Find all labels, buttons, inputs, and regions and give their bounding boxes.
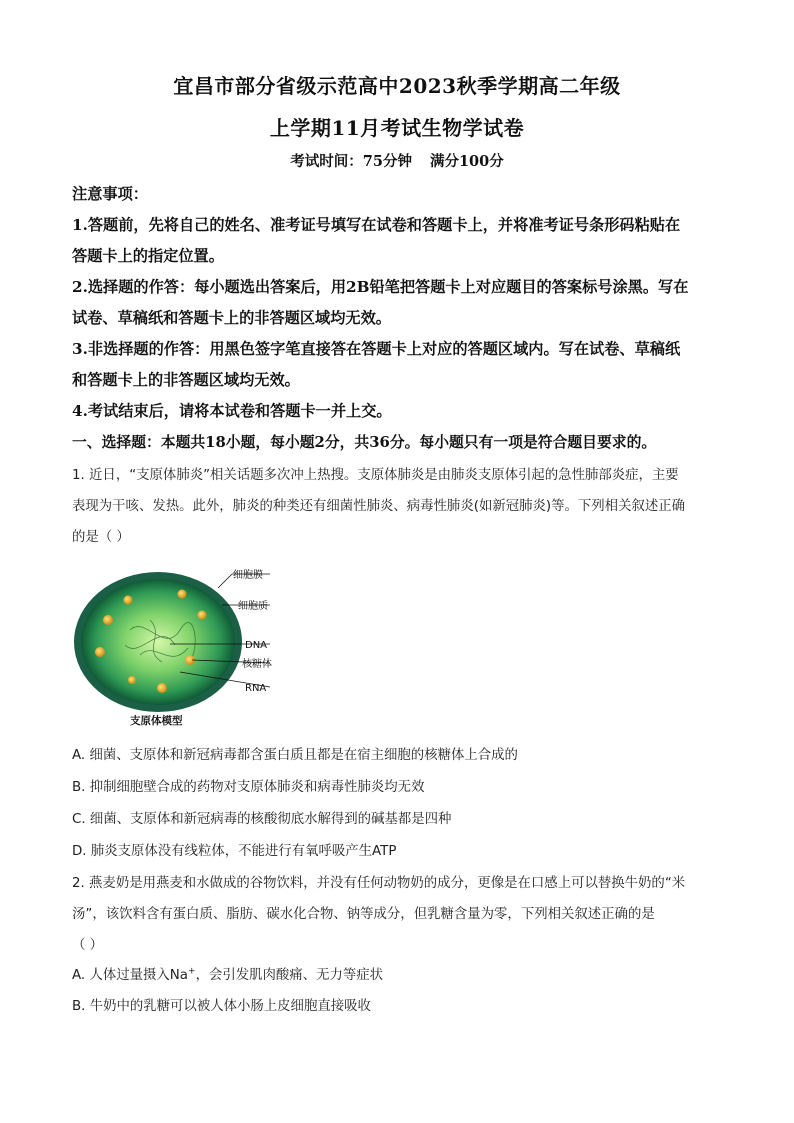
note-line: 3.非选择题的作答：用黑色签字笔直接答在答题卡上对应的答题区域内。写在试卷、草稿纸 [72,340,681,358]
note-line: 试卷、草稿纸和答题卡上的非答题区域均无效。 [72,309,391,327]
question-1-option-a: A. 细菌、支原体和新冠病毒都含蛋白质且都是在宿主细胞的核糖体上合成的 [72,748,518,763]
label-dna: DNA [245,640,268,651]
question-1-stem: 1. 近日，“支原体肺炎”相关话题多次冲上热搜。支原体肺炎是由肺炎支原体引起的急性肺部炎症，主要 [72,468,679,483]
question-1-option-d: D. 肺炎支原体没有线粒体，不能进行有氧呼吸产生ATP [72,844,397,859]
note-line: 和答题卡上的非答题区域均无效。 [72,371,300,389]
note-line: 4.考试结束后，请将本试卷和答题卡一并上交。 [72,402,392,420]
mycoplasma-model-figure [70,560,330,730]
section-heading: 一、选择题：本题共18小题，每小题2分，共36分。每小题只有一项是符合题目要求的。 [72,434,657,451]
note-line: 2.选择题的作答：每小题选出答案后，用2B铅笔把答题卡上对应题目的答案标号涂黑。写在 [72,278,689,296]
full-score: 满分100分 [429,153,504,170]
exam-meta [0,150,794,171]
note-line: 答题卡上的指定位置。 [72,247,224,265]
figure-caption: 支原体模型 [130,715,183,727]
label-cytoplasm: 细胞质 [238,601,268,612]
question-2-option-b: B. 牛奶中的乳糖可以被人体小肠上皮细胞直接吸收 [72,999,371,1014]
question-2-option-a: A. 人体过量摄入Na+，会引发肌肉酸痛、无力等症状 [72,966,384,983]
notes-heading: 注意事项： [72,185,148,203]
question-1-stem: 表现为干咳、发热。此外，肺炎的种类还有细菌性肺炎、病毒性肺炎(如新冠肺炎)等。下列相关叙述正确 [72,499,686,514]
question-1-option-b: B. 抑制细胞壁合成的药物对支原体肺炎和病毒性肺炎均无效 [72,780,425,795]
question-1-option-c: C. 细菌、支原体和新冠病毒的核酸彻底水解得到的碱基都是四种 [72,812,452,827]
exam-title-line1: 宜昌市部分省级示范高中2023秋季学期高二年级 [173,74,621,98]
label-ribosome: 核糖体 [242,659,272,670]
note-line: 1.答题前，先将自己的姓名、准考证号填写在试卷和答题卡上，并将准考证号条形码粘贴在 [72,216,681,234]
exam-title-line2: 上学期11月考试生物学试卷 [269,116,525,140]
question-2-stem: 汤”，该饮料含有蛋白质、脂肪、碳水化合物、钠等成分，但乳糖含量为零，下列相关叙述正确的是 [72,907,655,922]
question-2-stem: （ ） [72,938,104,953]
label-cell-membrane: 细胞膜 [233,570,263,581]
label-rna: RNA [245,683,267,694]
question-2-stem: 2. 燕麦奶是用燕麦和水做成的谷物饮料，并没有任何动物奶的成分，更像是在口感上可以替换牛奶的“米 [72,876,686,891]
question-1-stem: 的是（ ） [72,530,130,545]
exam-time: 考试时间：75分钟 [290,153,412,170]
